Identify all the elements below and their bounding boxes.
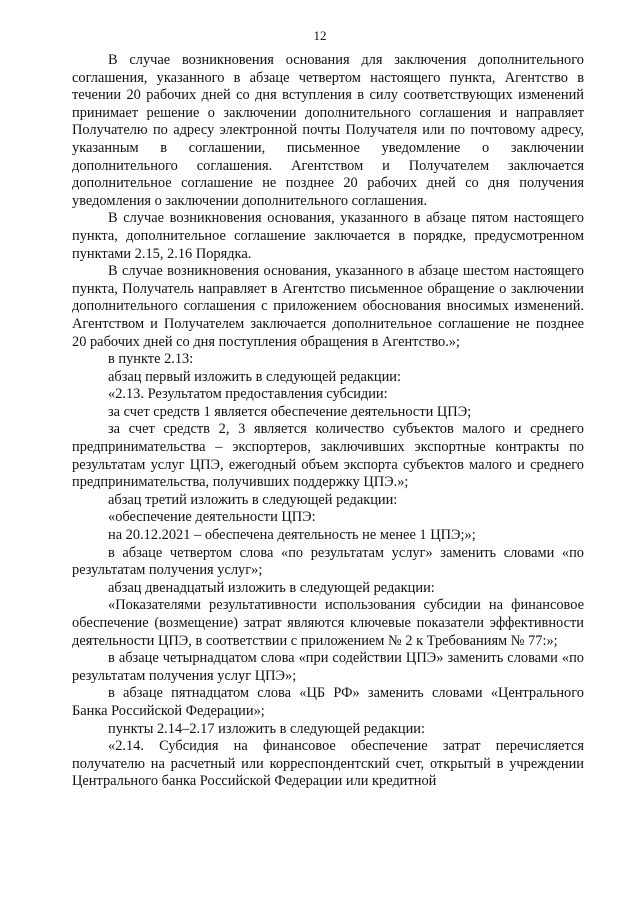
- paragraph: «обеспечение деятельности ЦПЭ:: [108, 509, 316, 526]
- paragraph: в абзаце четвертом слова «по результатам услуг» заменить словами «по результатам получения услуг»;: [72, 544, 584, 579]
- paragraph: в абзаце четырнадцатом слова «при содействии ЦПЭ» заменить словами «по результатам получения услуг ЦПЭ»;: [72, 650, 584, 684]
- paragraph: «Показателями результативности использования субсидии на финансовое обеспечение (возмещение) затрат являются ключевые показатели эффективности деятельности ЦПЭ, в соответствии с приложением № 2 к Требованиям № 77:»;: [72, 597, 584, 649]
- paragraph: на 20.12.2021 – обеспечена деятельность не менее 1 ЦПЭ;»;: [108, 527, 476, 544]
- document-body: [72, 52, 584, 791]
- paragraph: В случае возникновения основания для заключения дополнительного соглашения, указанного в абзаце четвертом настоящего пункта, Агентство в течении 20 рабочих дней со дня вступления в силу соответствующих изменений принимает решение о заключении дополнительного соглашения и направляет Получателю по адресу электронной почты Получателя или по почтовому адресу, указанным в соглашении, письменное уведомление о заключении дополнительного соглашения. Агентством и Получателем заключается дополнительное соглашение не позднее 20 рабочих дней со дня получения уведомления о заключении дополнительного соглашения.: [72, 52, 584, 209]
- paragraph: абзац первый изложить в следующей редакции:: [108, 368, 402, 385]
- paragraph: «2.14. Субсидия на финансовое обеспечение затрат перечисляется получателю на расчетный или корреспондентский счет, открытый в учреждении Центрального банка Российской Федерации или кредитной: [72, 738, 584, 790]
- paragraph: абзац третий изложить в следующей редакции:: [108, 491, 398, 508]
- page-number: 12: [313, 28, 327, 43]
- paragraph: в абзаце пятнадцатом слова «ЦБ РФ» заменить словами «Центрального Банка Российской Федерации»;: [72, 685, 584, 719]
- paragraph: абзац двенадцатый изложить в следующей редакции:: [108, 579, 435, 596]
- paragraph: за счет средств 2, 3 является количество субъектов малого и среднего предпринимательства – экспортеров, заключивших экспортные контракты по результатам услуг ЦПЭ, ежегодный объем экспорта субъектов малого и среднего предпринимательства, получивших поддержку ЦПЭ.»;: [72, 421, 584, 491]
- paragraph: за счет средств 1 является обеспечение деятельности ЦПЭ;: [108, 403, 472, 420]
- paragraph: в пункте 2.13:: [108, 351, 194, 368]
- paragraph: В случае возникновения основания, указанного в абзаце пятом настоящего пункта, дополнительное соглашение заключается в порядке, предусмотренном пунктами 2.15, 2.16 Порядка.: [72, 210, 584, 262]
- paragraph: «2.13. Результатом предоставления субсидии:: [108, 386, 388, 403]
- paragraph: В случае возникновения основания, указанного в абзаце шестом настоящего пункта, Получатель направляет в Агентство письменное обращение о заключении дополнительного соглашения с приложением обоснования вносимых изменений. Агентством и Получателем заключается дополнительное соглашение не позднее 20 рабочих дней со дня поступления обращения в Агентство.»;: [72, 263, 584, 350]
- paragraph: пункты 2.14–2.17 изложить в следующей редакции:: [108, 720, 426, 737]
